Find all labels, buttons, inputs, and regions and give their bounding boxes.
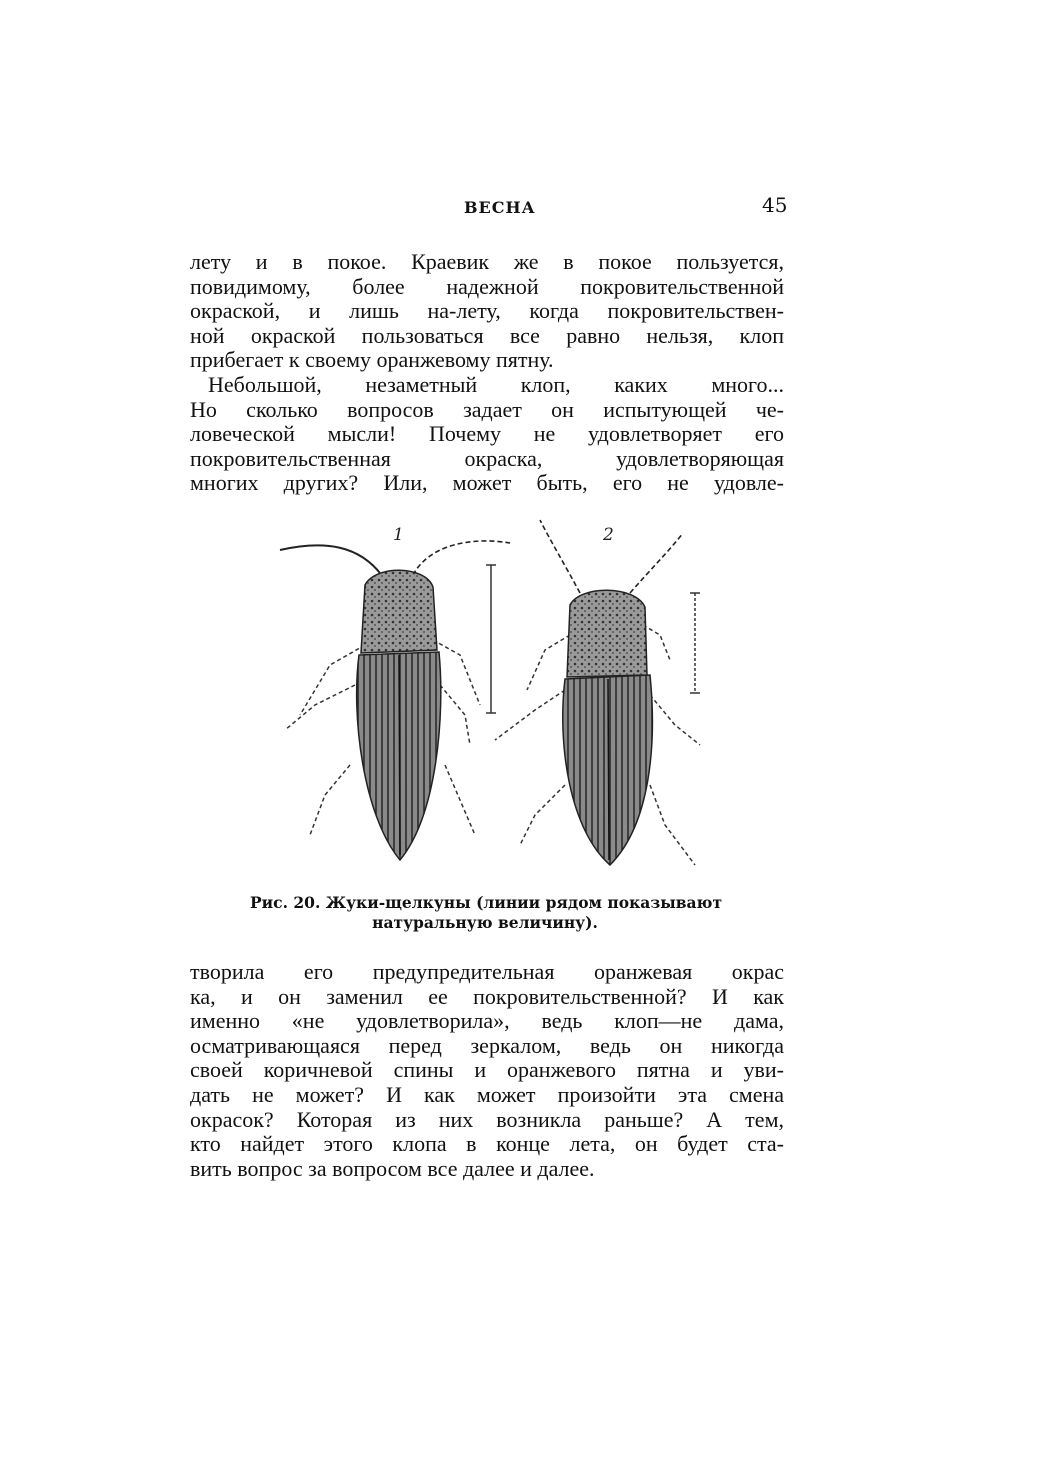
- text-line: окраской, и лишь на-лету, когда покровительствен-: [190, 298, 784, 324]
- paragraph-bottom: [190, 960, 784, 1181]
- text-line: лету и в покое. Краевик же в покое пользуется,: [190, 249, 784, 274]
- text-line: окрасок? Которая из них возникла раньше? А тем,: [190, 1106, 784, 1132]
- text-line: Но сколько вопросов задает он испытующей че-: [190, 396, 784, 422]
- text-line: именно «не удовлетворила», ведь клоп—не дама,: [190, 1008, 784, 1034]
- figure-click-beetles: [265, 515, 725, 890]
- running-title: ВЕСНА: [464, 198, 536, 217]
- text-line: ной окраской пользоваться все равно нельзя, клоп: [190, 322, 784, 348]
- caption-line: Рис. 20. Жуки-щелкуны (линии рядом показывают: [250, 893, 723, 912]
- text-line: вить вопрос за вопросом все далее и далее.: [190, 1155, 595, 1181]
- figure-caption: [250, 893, 723, 933]
- text-line: дать не может? И как может произойти эта смена: [190, 1081, 784, 1107]
- caption-line: натуральную величину).: [372, 913, 598, 932]
- text-line: творила его предупредительная оранжевая окрас: [190, 959, 784, 984]
- text-line: ка, и он заменил ее покровительственной? И как: [190, 983, 784, 1009]
- text-line: своей коричневой спины и оранжевого пятна и уви-: [190, 1057, 784, 1083]
- figure-label-2: 2: [603, 525, 614, 545]
- paragraph-top: [190, 250, 784, 496]
- text-line: покровительственная окраска, удовлетворяющая: [190, 445, 784, 471]
- text-line: повидимому, более надежной покровительственной: [190, 273, 784, 299]
- beetle-2-illustration: [495, 520, 700, 865]
- text-line: кто найдет этого клопа в конце лета, он будет ста-: [190, 1131, 784, 1157]
- text-line: прибегает к своему оранжевому пятну.: [190, 347, 554, 373]
- text-line: ловеческой мысли! Почему не удовлетворяет его: [190, 421, 784, 447]
- text-line: осматривающаяся перед зеркалом, ведь он никогда: [190, 1032, 784, 1058]
- page-number: 45: [762, 193, 788, 217]
- beetle-1-illustration: [280, 525, 510, 860]
- text-line: Небольшой, незаметный клоп, каких много...: [208, 371, 784, 397]
- text-line: многих других? Или, может быть, его не удовле-: [190, 470, 784, 496]
- figure-label-1: 1: [393, 525, 404, 545]
